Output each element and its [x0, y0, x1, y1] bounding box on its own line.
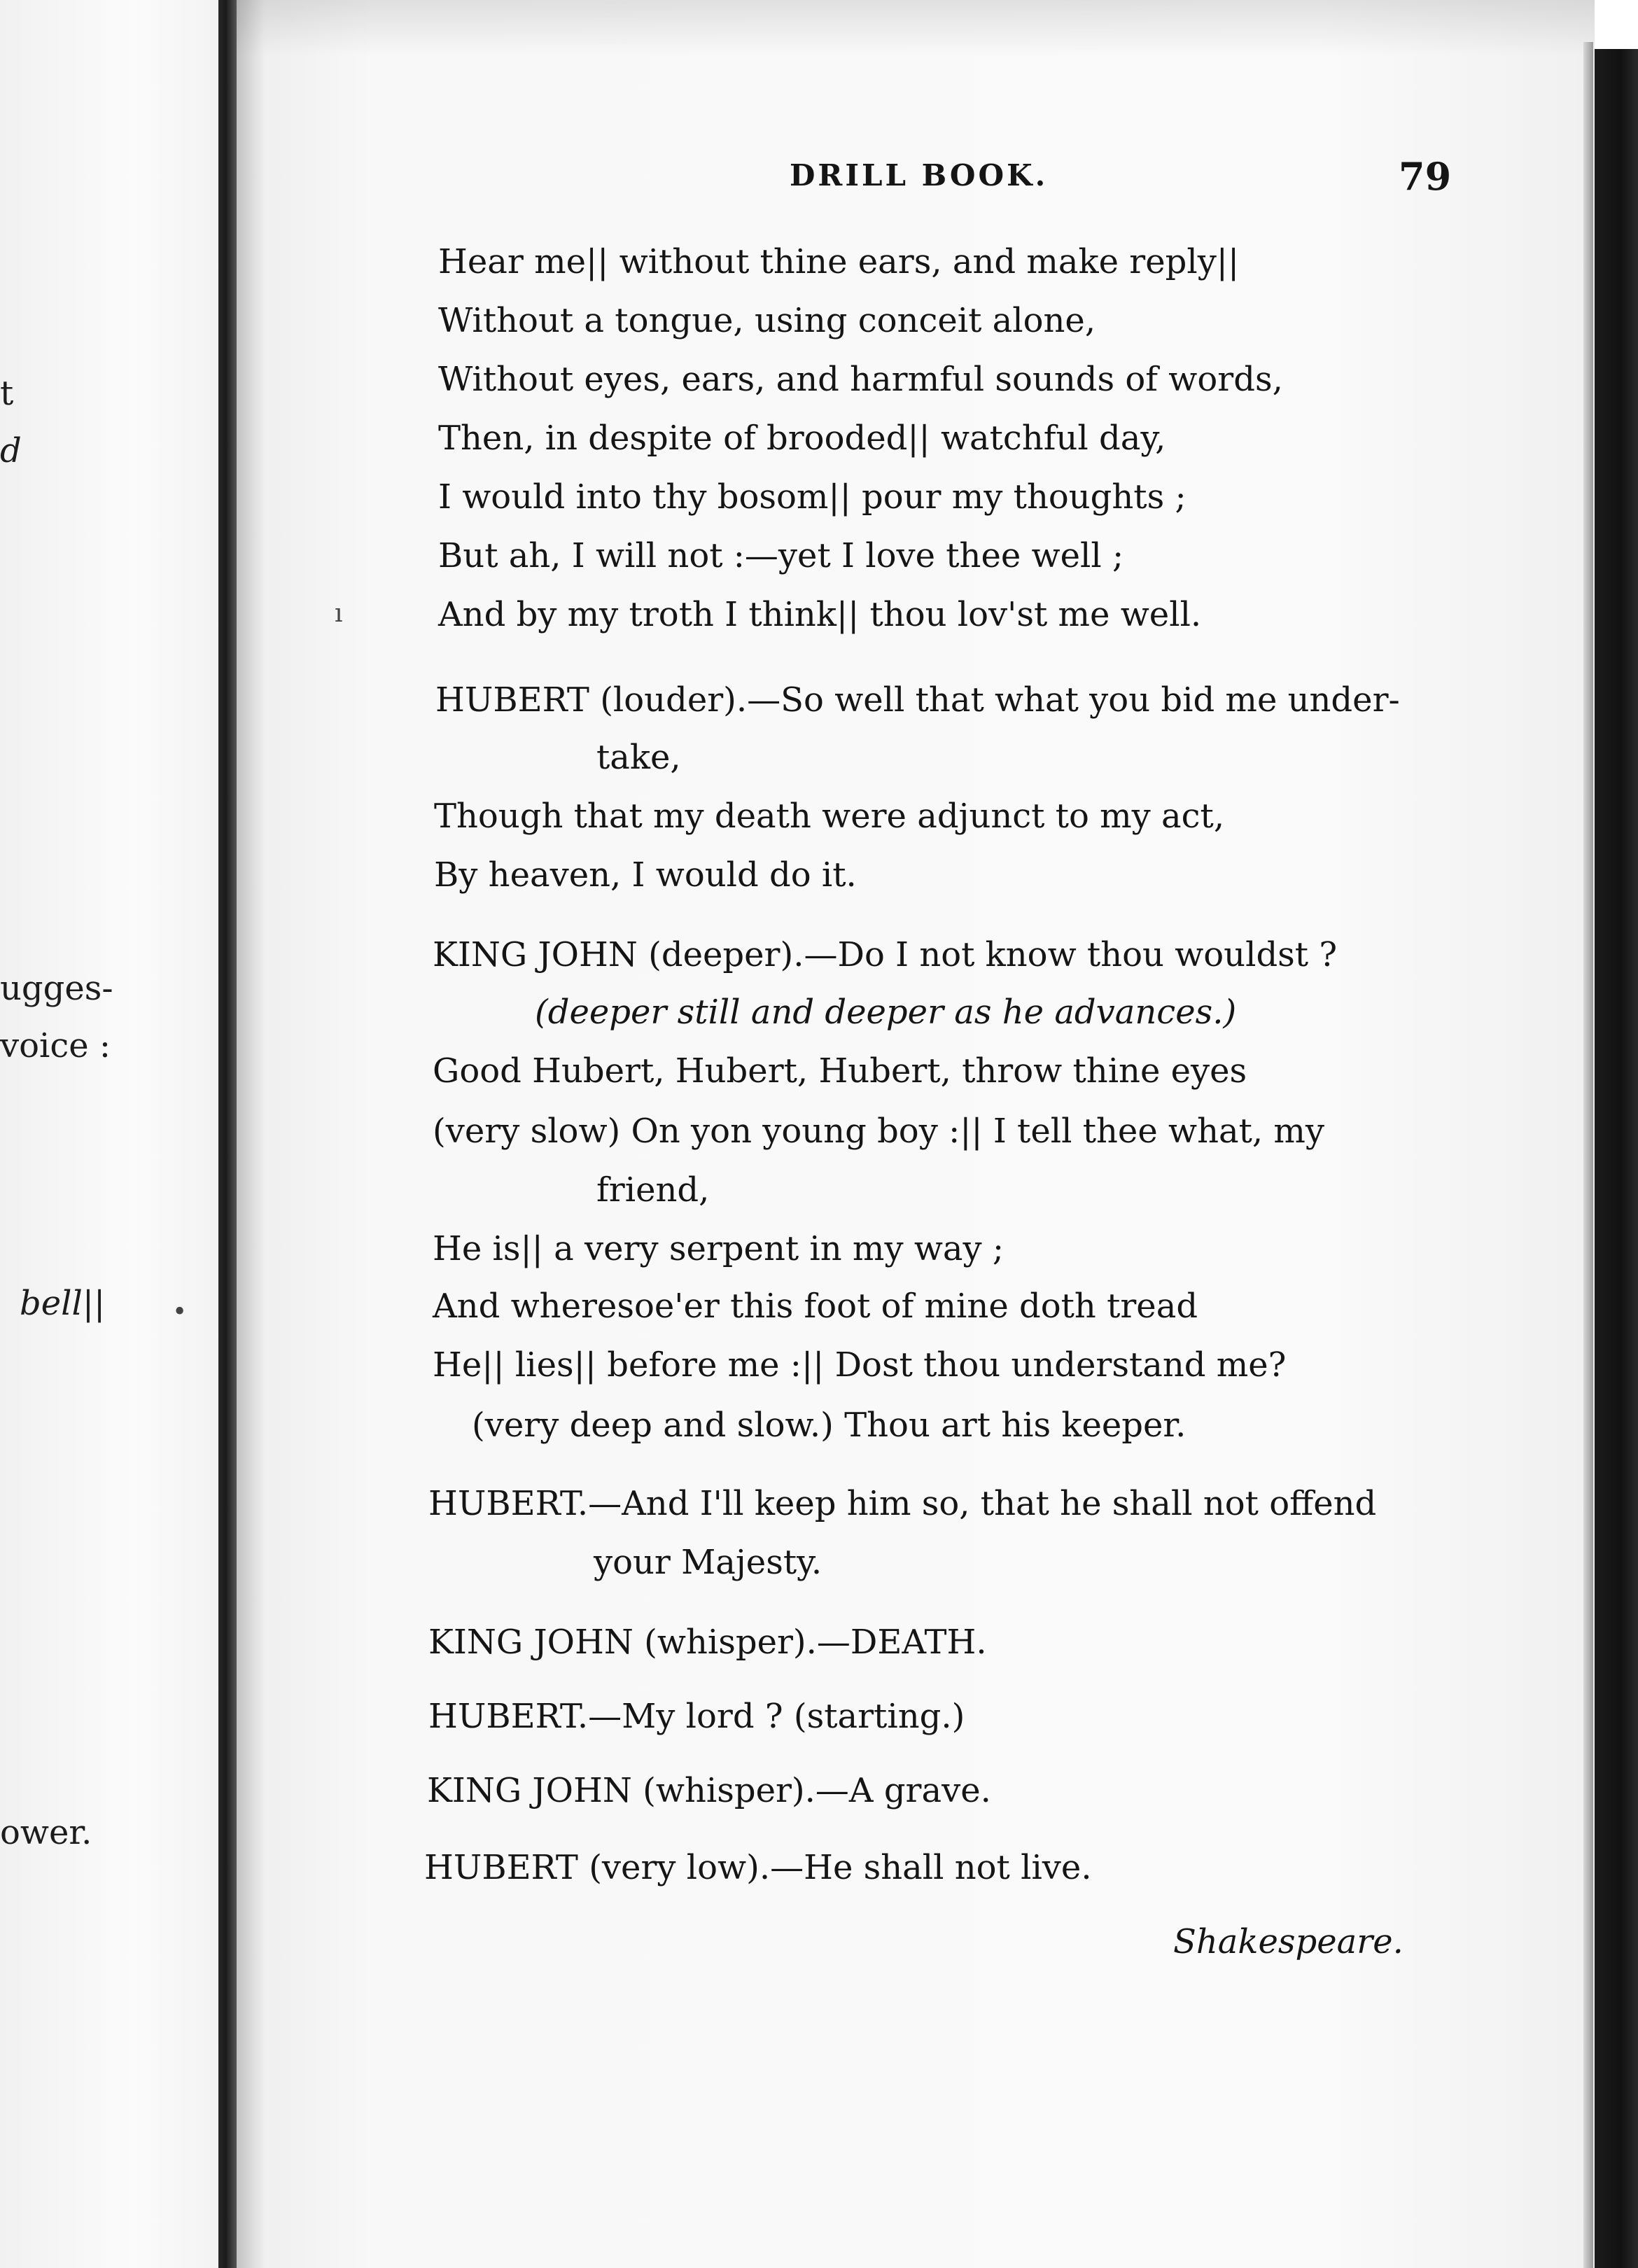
verse-line: And wheresoe'er this foot of mine doth tread — [433, 1287, 1198, 1326]
page-edge-highlight — [1583, 42, 1593, 2268]
verse-line: I would into thy bosom|| pour my thoughts ; — [438, 477, 1186, 517]
left-fragment: voice : — [0, 1026, 111, 1065]
page-number: 79 — [1399, 154, 1452, 199]
dialogue-line: KING JOHN (whisper).—A grave. — [427, 1771, 991, 1810]
verse-line: Though that my death were adjunct to my act, — [434, 797, 1225, 836]
verse-line: Good Hubert, Hubert, Hubert, throw thine eyes — [433, 1051, 1247, 1091]
left-fragment: ugges- — [0, 969, 113, 1008]
dialogue-line: KING JOHN (deeper).—Do I not know thou wouldst ? — [433, 935, 1338, 974]
left-fragment: ower. — [0, 1813, 92, 1852]
left-page-edge — [0, 0, 221, 2268]
page-edge — [1595, 49, 1638, 2268]
verse-line: Then, in despite of brooded|| watchful day, — [438, 419, 1166, 458]
stage-direction: (deeper still and deeper as he advances.) — [535, 993, 1237, 1032]
verse-line: Without eyes, ears, and harmful sounds of words, — [438, 360, 1283, 399]
ink-mark: ı — [335, 599, 343, 628]
dialogue-continuation: take, — [596, 738, 681, 777]
dialogue-line: HUBERT (louder).—So well that what you bid me under- — [435, 680, 1400, 720]
verse-line: But ah, I will not :—yet I love thee well ; — [438, 536, 1124, 575]
verse-line: Hear me|| without thine ears, and make reply|| — [438, 242, 1240, 281]
dialogue-continuation: your Majesty. — [594, 1543, 822, 1582]
verse-line: (very deep and slow.) Thou art his keeper. — [472, 1406, 1186, 1445]
verse-line: By heaven, I would do it. — [434, 855, 857, 895]
verse-continuation: friend, — [596, 1170, 710, 1210]
verse-line: He|| lies|| before me :|| Dost thou understand me? — [433, 1345, 1287, 1385]
dialogue-line: HUBERT.—My lord ? (starting.) — [428, 1697, 965, 1736]
gutter-shadow — [237, 0, 265, 2268]
left-fragment: d — [0, 431, 22, 470]
dialogue-line: HUBERT (very low).—He shall not live. — [424, 1848, 1092, 1887]
top-shadow — [237, 0, 1595, 56]
book-gutter — [218, 0, 237, 2268]
left-fragment: t — [0, 374, 14, 413]
verse-line: Without a tongue, using conceit alone, — [438, 301, 1096, 340]
left-fragment: bell|| — [20, 1284, 106, 1323]
verse-line: (very slow) On yon young boy :|| I tell thee what, my — [433, 1112, 1325, 1151]
ink-mark: • — [172, 1298, 188, 1326]
attribution: Shakespeare. — [1173, 1922, 1404, 1961]
running-header: DRILL BOOK. — [790, 158, 1049, 192]
verse-line: He is|| a very serpent in my way ; — [433, 1229, 1004, 1268]
dialogue-line: KING JOHN (whisper).—DEATH. — [428, 1623, 987, 1662]
dialogue-line: HUBERT.—And I'll keep him so, that he shall not offend — [428, 1484, 1377, 1523]
verse-line: And by my troth I think|| thou lov'st me well. — [438, 595, 1202, 634]
